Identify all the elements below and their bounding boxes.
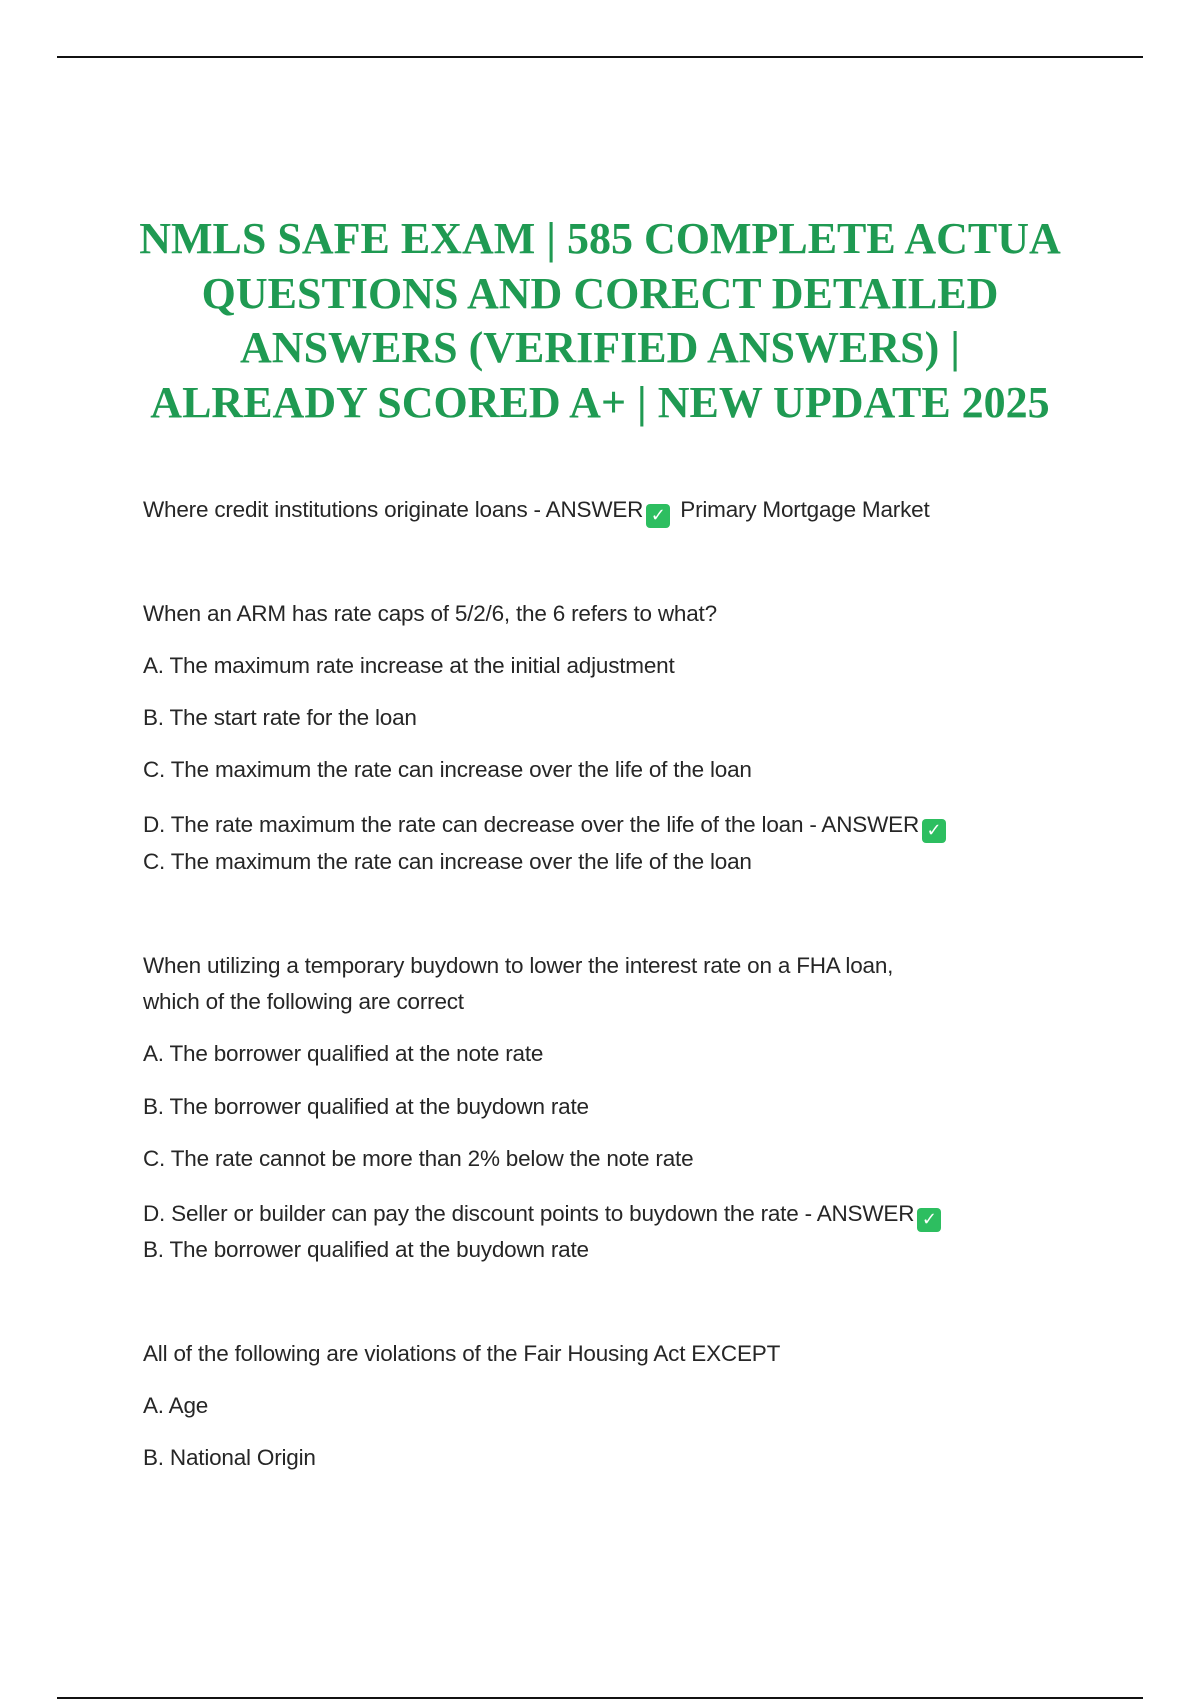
question-4-text: All of the following are violations of the Fair Housing Act EXCEPT xyxy=(143,1341,781,1366)
option: D. Seller or builder can pay the discount points to buydown the rate - ANSWER xyxy=(143,1201,915,1226)
question-3-text: which of the following are correct xyxy=(143,989,464,1014)
option: C. The maximum the rate can increase over the life of the loan xyxy=(143,757,752,782)
answer-text: B. The borrower qualified at the buydown rate xyxy=(143,1237,589,1262)
title-line: QUESTIONS AND CORECT DETAILED xyxy=(201,268,999,318)
title-line: NMLS SAFE EXAM | 585 COMPLETE ACTUA xyxy=(139,214,1061,263)
option: B. The borrower qualified at the buydown rate xyxy=(143,1094,589,1119)
option: A. The maximum rate increase at the initial adjustment xyxy=(143,653,675,678)
check-icon: ✓ xyxy=(922,819,946,843)
check-icon: ✓ xyxy=(917,1208,941,1232)
option: A. The borrower qualified at the note rate xyxy=(143,1041,544,1066)
title-line: ANSWERS (VERIFIED ANSWERS) | xyxy=(240,323,960,372)
top-rule xyxy=(57,56,1143,58)
answer-text: Primary Mortgage Market xyxy=(680,497,930,522)
question-1 xyxy=(143,497,930,528)
title-line: ALREADY SCORED A+ | NEW UPDATE 2025 xyxy=(150,377,1050,427)
answer-text: C. The maximum the rate can increase over the life of the loan xyxy=(143,849,752,874)
option: B. National Origin xyxy=(143,1445,316,1470)
option: B. The start rate for the loan xyxy=(143,705,417,730)
option-answer xyxy=(143,812,950,843)
option: D. The rate maximum the rate can decrease over the life of the loan - ANSWER xyxy=(143,812,919,837)
bottom-rule xyxy=(57,1697,1143,1699)
question-3-text: When utilizing a temporary buydown to lower the interest rate on a FHA loan, xyxy=(143,953,894,978)
document-title xyxy=(100,212,1100,430)
check-icon: ✓ xyxy=(646,504,670,528)
option: C. The rate cannot be more than 2% below the note rate xyxy=(143,1146,694,1171)
option-answer xyxy=(143,1201,945,1232)
question-text: Where credit institutions originate loans - ANSWER xyxy=(143,497,644,522)
option: A. Age xyxy=(143,1393,209,1418)
question-2-text: When an ARM has rate caps of 5/2/6, the 6 refers to what? xyxy=(143,601,717,626)
